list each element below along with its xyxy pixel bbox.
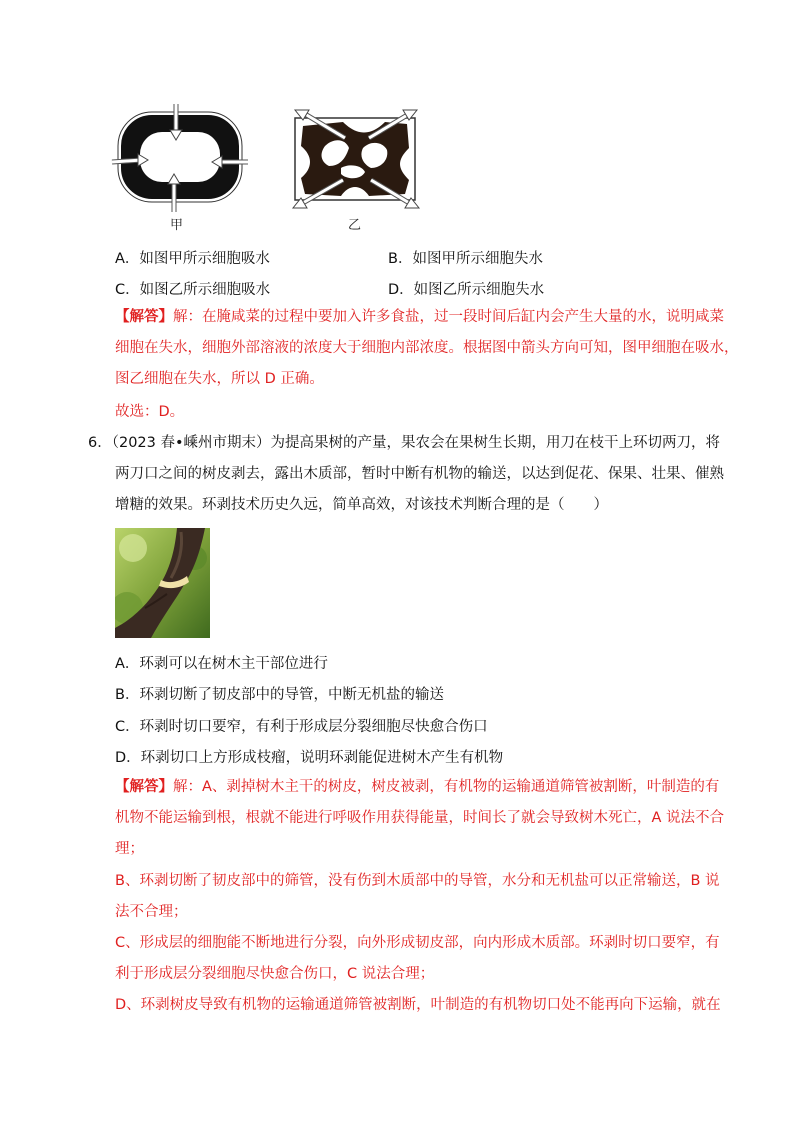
q5-answer-tag: 【解答】 <box>115 309 173 325</box>
q6-stem-line-3: 增糖的效果。环剥技术历史久远，简单高效，对该技术判断合理的是（ ） <box>115 497 608 513</box>
girdled-branch-photo <box>115 528 210 638</box>
figure-label-yi: 乙 <box>348 218 362 233</box>
cell-diagram-jia <box>110 100 250 215</box>
q6-option-c: C．环剥时切口要窄，有利于形成层分裂细胞尽快愈合伤口 <box>115 719 488 735</box>
q6-answer-line-1 <box>115 777 719 797</box>
q5-answer-line-2: 细胞在失水，细胞外部溶液的浓度大于细胞内部浓度。根据图中箭头方向可知，图甲细胞在吸水， <box>115 340 739 356</box>
q6-answer-line-2: 机物不能运输到根，根就不能进行呼吸作用获得能量，时间长了就会导致树木死亡，A 说法不合 <box>115 810 725 826</box>
q6-answer-line-8: D、环剥树皮导致有机物的运输通道筛管被割断，叶制造的有机物切口处不能再向下运输，就在 <box>115 997 721 1013</box>
q6-stem-line-1: 6．（2023 春•嵊州市期末）为提高果树的产量，果农会在果树生长期，用刀在枝干上环切两刀，将 <box>88 435 721 451</box>
q6-answer-line-5: 法不合理； <box>115 904 188 920</box>
q5-answer-choice: 故选：D。 <box>115 404 185 420</box>
q6-option-b: B．环剥切断了韧皮部中的导管，中断无机盐的输送 <box>115 687 444 703</box>
q5-option-a: A．如图甲所示细胞吸水 <box>115 251 270 267</box>
q5-answer-line-3: 图乙细胞在失水，所以 D 正确。 <box>115 371 324 387</box>
q6-answer-line-4: B、环剥切断了韧皮部中的筛管，没有伤到木质部中的导管，水分和无机盐可以正常输送，B 说 <box>115 873 720 889</box>
q6-answer-line-7: 利于形成层分裂细胞尽快愈合伤口，C 说法合理； <box>115 966 435 982</box>
q6-option-d: D．环剥切口上方形成枝瘤，说明环剥能促进树木产生有机物 <box>115 750 504 766</box>
figure-label-jia: 甲 <box>170 218 184 233</box>
q5-answer-line-1 <box>115 307 724 327</box>
q5-option-b: B．如图甲所示细胞失水 <box>388 251 543 267</box>
q6-answer-line-3: 理； <box>115 841 144 857</box>
q6-option-a: A．环剥可以在树木主干部位进行 <box>115 656 328 672</box>
q5-answer-text-1: 解：在腌咸菜的过程中要加入许多食盐，过一段时间后缸内会产生大量的水，说明咸菜 <box>173 309 724 325</box>
q6-stem-line-2: 两刀口之间的树皮剥去，露出木质部，暂时中断有机物的输送，以达到促花、保果、壮果、催熟 <box>115 466 724 482</box>
q6-answer-line-6: C、形成层的细胞能不断地进行分裂，向外形成韧皮部，向内形成木质部。环剥时切口要窄，有 <box>115 935 720 951</box>
q5-option-c: C．如图乙所示细胞吸水 <box>115 282 271 298</box>
cell-diagram-yi <box>285 108 425 213</box>
q6-answer-text-1: 解：A、剥掉树木主干的树皮，树皮被剥，有机物的运输通道筛管被割断，叶制造的有 <box>173 779 720 795</box>
q5-option-d: D．如图乙所示细胞失水 <box>388 282 545 298</box>
q6-answer-tag: 【解答】 <box>115 779 173 795</box>
